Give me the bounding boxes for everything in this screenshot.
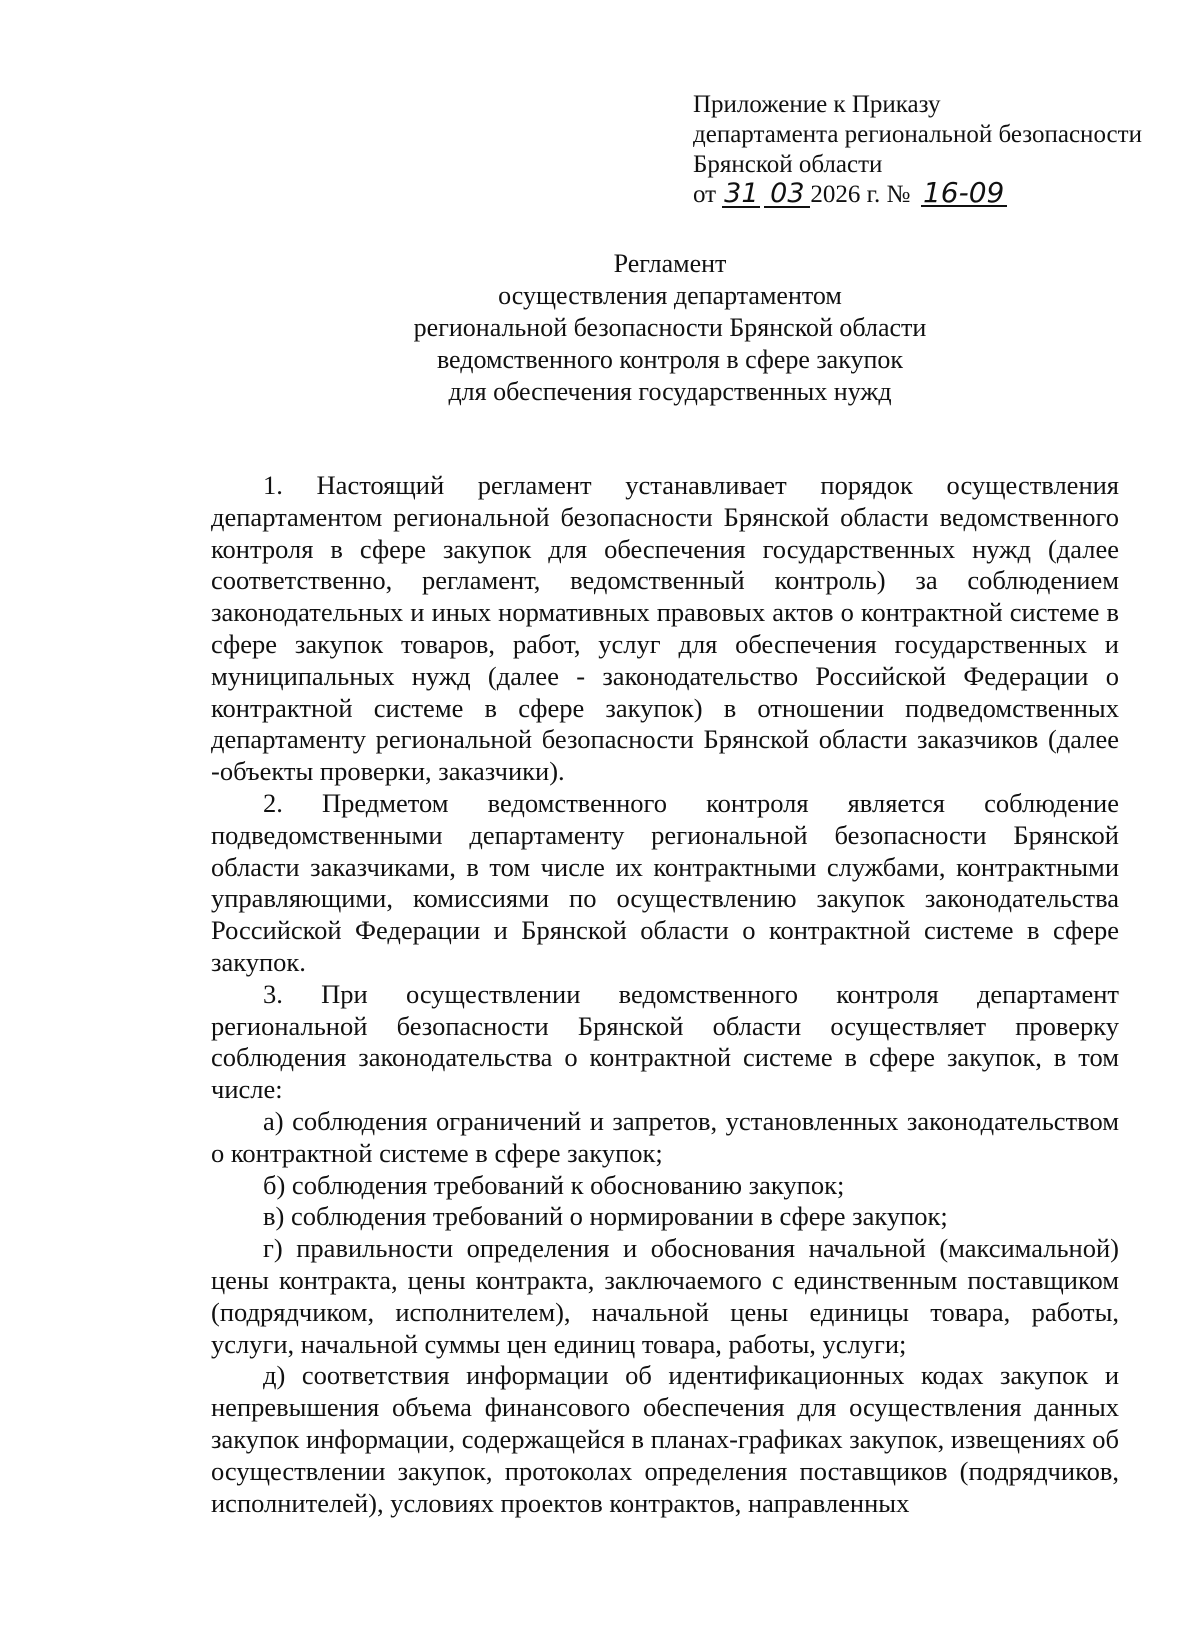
- appendix-line-1: Приложение к Приказу: [693, 91, 941, 118]
- appendix-line-2: департамента региональной безопасности: [693, 121, 1142, 148]
- appendix-header: [693, 90, 1153, 210]
- appendix-line-3: Брянской области: [693, 151, 883, 178]
- list-item-a: а) соблюдения ограничений и запретов, установленных законодательством о контрактной системе в сфере закупок;: [211, 1105, 1119, 1168]
- title-line-5: для обеспечения государственных нужд: [448, 377, 892, 406]
- paragraph-2: 2. Предметом ведомственного контроля является соблюдение подведомственными департаменту региональной безопасности Брянской области заказчиками, в том числе их контрактными службами, контрактными управляющими, комиссиями по осуществлению закупок законодательства Российской Федерации и Брянской области о контрактной системе в сфере закупок.: [211, 787, 1119, 977]
- title-line-4: ведомственного контроля в сфере закупок: [436, 345, 904, 374]
- date-day: 31: [724, 178, 759, 209]
- list-item-b: б) соблюдения требований к обоснованию закупок;: [263, 1169, 845, 1200]
- document-body: [211, 470, 1119, 1519]
- document-title: [120, 248, 1200, 408]
- order-number: 16-09: [921, 181, 1007, 207]
- paragraph-3: 3. При осуществлении ведомственного контроля департамент региональной безопасности Брянской области осуществляет проверку соблюдения законодательства о контрактной системе в сфере закупок, в том числе:: [211, 978, 1119, 1105]
- order-date-line: [693, 176, 1153, 210]
- date-month: 03: [764, 182, 810, 208]
- list-item-d: д) соответствия информации об идентификационных кодах закупок и непревышения объема финансового обеспечения для осуществления данных закупок информации, содержащейся в планах-графиках закупок, извещениях об осуществлении закупок, протоколах определения поставщиков (подрядчиков, исполнителей), условиях проектов контрактов, направленных: [211, 1360, 1119, 1518]
- list-item-g: г) правильности определения и обоснования начальной (максимальной) цены контракта, цены контракта, заключаемого с единственным поставщиком (подрядчиком, исполнителем), начальной цены единицы товара, работы, услуги, начальной суммы цен единиц товара, работы, услуги;: [211, 1233, 1119, 1359]
- title-line-2: осуществления департаментом: [498, 281, 842, 310]
- title-line-3: региональной безопасности Брянской области: [413, 313, 927, 342]
- date-year: 2026 г. №: [810, 181, 911, 208]
- paragraph-1: 1. Настоящий регламент устанавливает порядок осуществления департаментом региональной безопасности Брянской области ведомственного контроля в сфере закупок для обеспечения государственных нужд (далее соответственно, регламент, ведомственный контроль) за соблюдением законодательных и иных нормативных правовых актов о контрактной системе в сфере закупок товаров, работ, услуг для обеспечения государственных и муниципальных нужд (далее - законодательство Российской Федерации о контрактной системе в сфере закупок) в отношении подведомственных департаменту региональной безопасности Брянской области заказчиков (далее -объекты проверки, заказчики).: [211, 470, 1119, 787]
- title-line-1: Регламент: [613, 249, 727, 278]
- date-prefix: от: [693, 181, 717, 208]
- list-item-v: в) соблюдения требований о нормировании в сфере закупок;: [263, 1201, 948, 1232]
